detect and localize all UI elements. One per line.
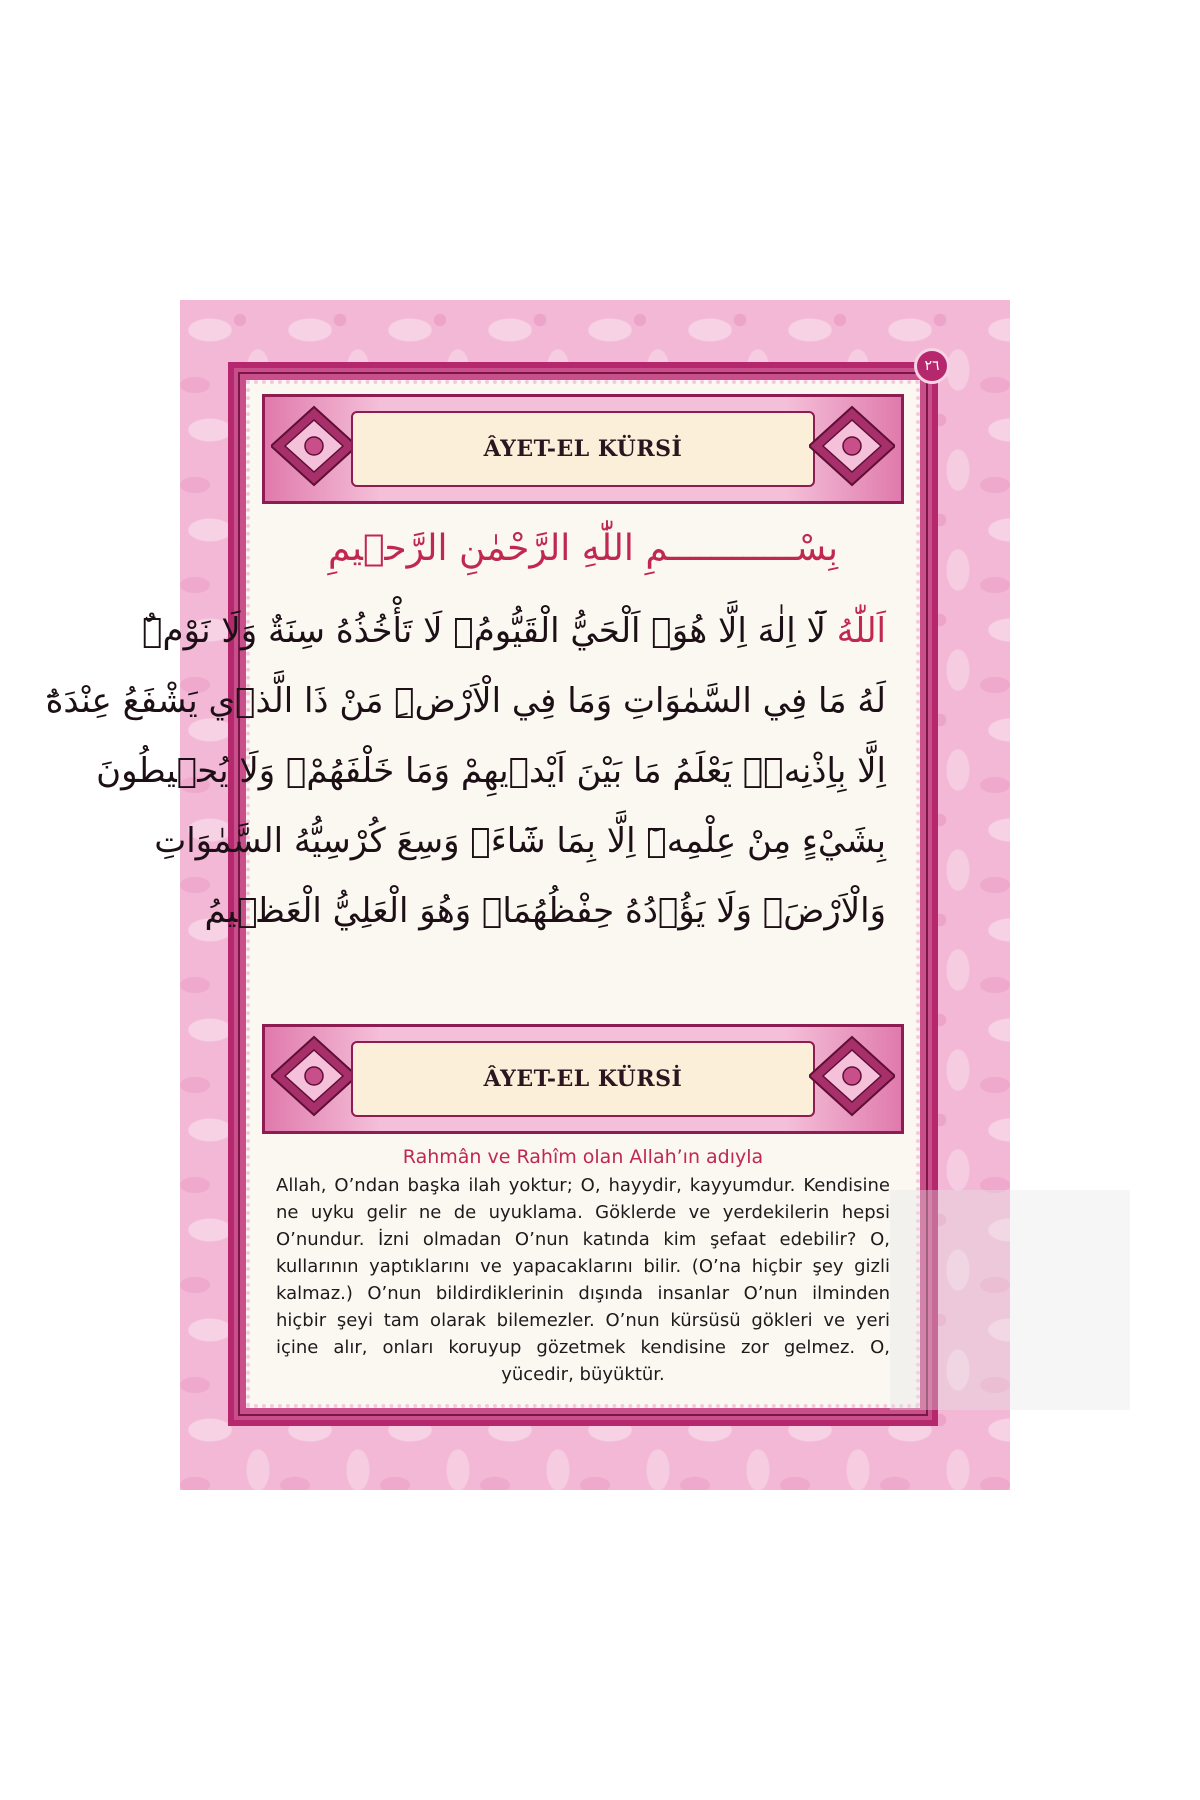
ayah-line-3: اِلَّا بِاِذْنِه۪ۜ يَعْلَمُ مَا بَيْنَ اَيْد۪يهِمْ وَمَا خَلْفَهُمْۚ وَلَا يُح۪يطُونَ (96, 751, 886, 791)
page-frame (45, 358, 940, 1426)
translation-block (276, 1146, 890, 1388)
page-number: ٢٦ (914, 348, 950, 384)
ayah-line-2: لَهُ مَا فِي السَّمٰوَاتِ وَمَا فِي الْاَرْضِۜ مَنْ ذَا الَّذ۪ي يَشْفَعُ عِنْدَهُٓ (45, 681, 886, 721)
arabic-text-block (45, 524, 886, 984)
header-cartouche-top (262, 394, 904, 504)
arabesque-ornament-icon (809, 1035, 895, 1117)
book-page (45, 300, 1010, 1490)
watermark (890, 1190, 1130, 1410)
page-title: ÂYET-EL KÜRSİ (483, 436, 683, 462)
ayah-line-1 (142, 596, 886, 666)
ayah-line-highlight: اَللّٰهُ (836, 611, 886, 651)
ayah-line-5: وَالْاَرْضَۚ وَلَا يَؤُ۫دُهُ حِفْظُهُمَاۚ وَهُوَ الْعَلِيُّ الْعَظ۪يمُ (204, 891, 886, 931)
page-content (45, 380, 920, 1408)
arabesque-ornament-icon (271, 1035, 357, 1117)
translation-body: Allah, O’ndan başka ilah yoktur; O, hayydir, kayyumdur. Kendisine ne uyku gelir ne de uyuklama. Göklerde ve yerdekilerin hepsi O’nundur. İzni olmadan O’nun katında kim şefaat edebilir? O, kullarının yaptıklarını ve yapacaklarını bilir. (O’na hiçbir şey gizli kalmaz.) O’nun bildirdiklerinin dışında insanlar O’nun ilminden hiçbir şeyi tam olarak bilemezler. O’nun kürsüsü gökleri ve yeri içine alır, onları koruyup gözetmek kendisine zor gelmez. O, yücedir, büyüktür. (276, 1175, 890, 1385)
header-label-box (351, 1041, 815, 1117)
ayah-line-4: بِشَيْءٍ مِنْ عِلْمِه۪ٓ اِلَّا بِمَا شَٓاءَۚ وَسِعَ كُرْسِيُّهُ السَّمٰوَاتِ (154, 821, 886, 861)
bismillah: بِسْــــــــــــمِ اللّٰهِ الرَّحْمٰنِ الرَّح۪يمِ (328, 528, 838, 569)
translation-subtitle: Rahmân ve Rahîm olan Allah’ın adıyla (402, 1146, 764, 1168)
header-cartouche-bottom (262, 1024, 904, 1134)
arabesque-ornament-icon (809, 405, 895, 487)
section-title: ÂYET-EL KÜRSİ (483, 1066, 683, 1092)
header-label-box (351, 411, 815, 487)
ayah-line-text: لَٓا اِلٰهَ اِلَّا هُوَۚ اَلْحَيُّ الْقَيُّومُۚ لَا تَأْخُذُهُ سِنَةٌ وَلَا نَوْمٌۜ (142, 611, 837, 651)
arabesque-ornament-icon (271, 405, 357, 487)
